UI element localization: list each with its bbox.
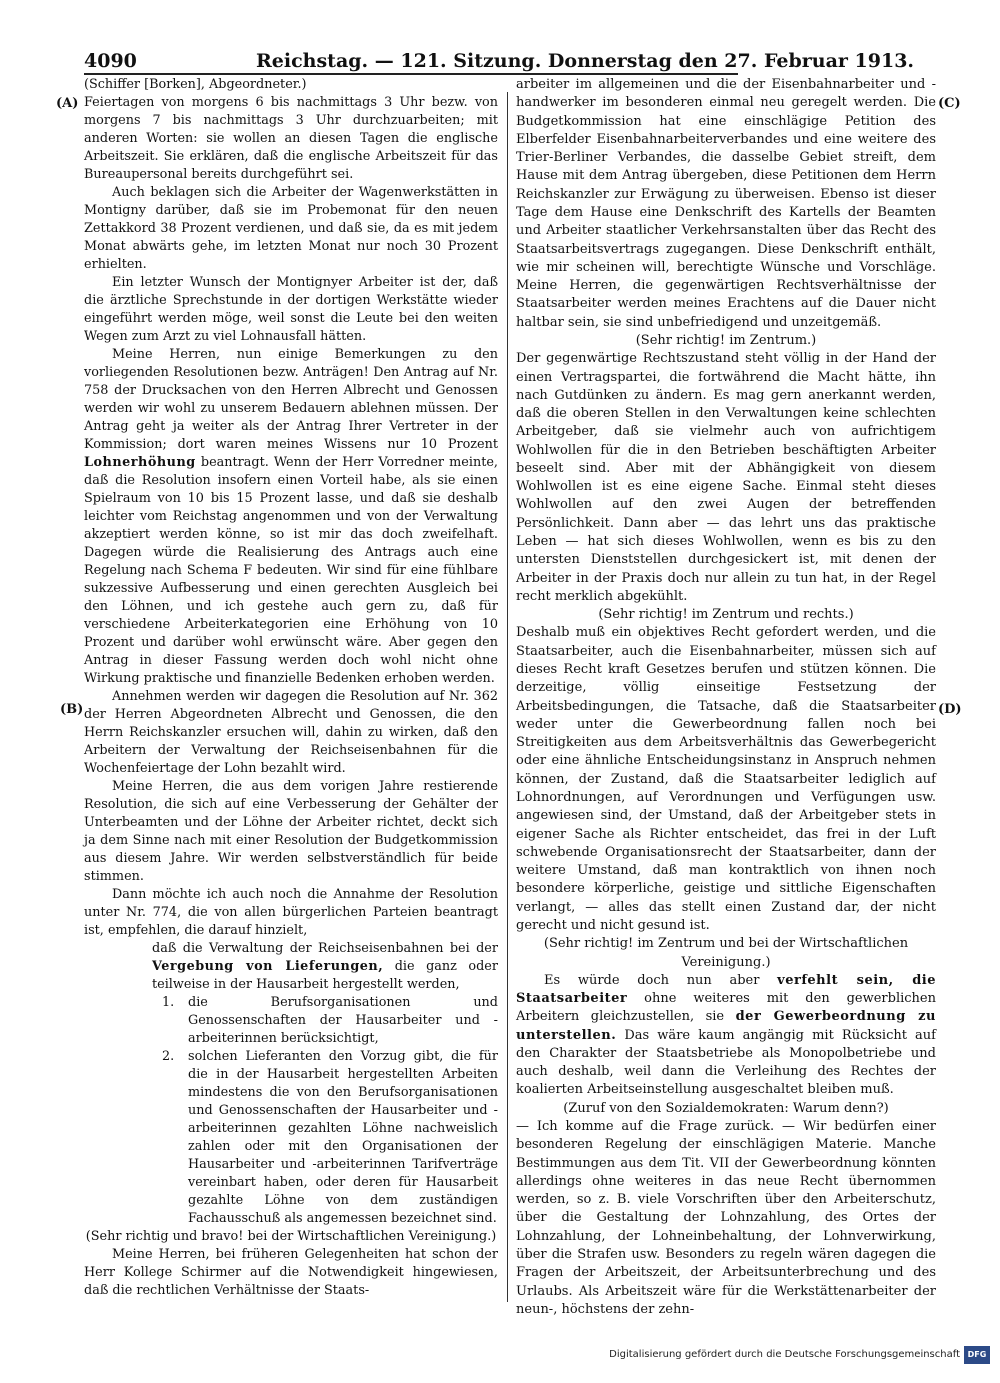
list-number: 1. (162, 995, 175, 1010)
paragraph: Meine Herren, die aus dem vorigen Jahre restierende Resolution, die sich auf eine Verbesserung der Gehälter der Unterbeamten und der Löhne der Arbeiter richtet, deckt sich ja dem Sinne nach mit einer Resolution der Budgetkommission aus diesem Jahre. Wir werden selbstverständlich für beide stimmen. (84, 779, 498, 884)
list-text: solchen Lieferanten den Vorzug gibt, die für die in der Hausarbeit hergestellten Arbeiten mindestens die von den Berufsorganisationen und Genossenschaften der Hausarbeiter und -arbeiterinnen gezahlten Löhne nachweislich zahlen oder mit den Organisationen der Hausarbeiter und -arbeiterinnen Tarifverträge vereinbart haben, oder deren für Hausarbeit gezahlte Löhne von dem zuständigen Fachausschuß als angemessen bezeichnet sind. (188, 1049, 498, 1226)
text-run: die ganz oder teilweise in der Hausarbeit hergestellt werden, (152, 959, 498, 992)
paragraph: Deshalb muß ein objektives Recht gefordert werden, und die Staatsarbeiter, auch die Eisenbahnarbeiter, müssen sich auf dieses Recht kraft Gesetzes berufen und stützen können. Die derzeitige, völlig einseitige Festsetzung der Arbeitsbedingungen, die Tatsache, daß die Staatsarbeiter weder unter die Gewerbeordnung fallen noch bei Streitigkeiten aus dem Arbeitsverhältnis das Gewerbegericht oder eine ähnliche Entscheidungsinstanz in Anspruch nehmen können, der Zustand, daß die Staatsarbeiter lediglich auf Lohnordnungen, auf Verordnungen und Verfügungen usw. angewiesen sind, der Umstand, daß der Arbeitgeber stets in eigener Sache als Richter entscheidet, das frei in der Luft schwebende Organisationsrecht der Staatsarbeiter, dann der weitere Umstand, daß man kontraktlich von ihnen noch besondere körperliche, geistige und sittliche Eigenschaften verlangt, — alles das stellt einen Zustand dar, der nicht gerecht und nicht gesund ist. (516, 625, 936, 933)
margin-marker-c: (C) (938, 96, 961, 111)
left-column (84, 76, 498, 1300)
footer (609, 1346, 990, 1366)
text-run: beantragt. Wenn der Herr Vorredner meinte, daß die Resolution insofern einen Vorteil habe, als sie einen Spielraum von 10 bis 15 Prozent lasse, und daß sie deshalb leichter vom Reichstag angenommen und von der Verwaltung akzeptiert werden könne, so ist mir das doch zweifelhaft. Dagegen würde die Realisierung des Antrags auch eine Regelung nach Schema F bedeuten. Wir sind für eine fühlbare sukzessive Aufbesserung und einen gerechten Ausgleich bei den Löhnen, und ich gestehe auch gern zu, daß für verschiedene Arbeiterkategorien eine Erhöhung von 10 Prozent und darüber wohl erwünscht wäre. Aber gegen den Antrag in dieser Fassung werden doch wohl nicht ohne Wirkung praktische und finanzielle Bedenken erhoben werden. (84, 455, 498, 686)
margin-marker-a: (A) (56, 96, 79, 111)
list-text: die Berufsorganisationen und Genossenschaften der Hausarbeiter und -arbeiterinnen berücksichtigt, (188, 995, 498, 1046)
paragraph: arbeiter im allgemeinen und die der Eisenbahnarbeiter und -handwerker im besonderen einmal neu geregelt werden. Die Budgetkommission hat eine einschlägige Petition des Elberfelder Eisenbahnarbeiterverbandes und eine weitere des Trier-Berliner Verbandes, die dasselbe Gebiet streift, dem Hause mit dem Antrag übergeben, diese Petitionen dem Herrn Reichskanzler zur Erwägung zu überweisen. Ebenso ist dieser Tage dem Hause eine Denkschrift des Kartells der Beamten und Arbeiter staatlicher Verkehrsanstalten über das Recht des Staatsarbeitsvertrags zugegangen. Diese Denkschrift enthält, wie mir scheinen will, berechtigte Wünsche und Vorschläge. Meine Herren, die gegenwärtigen Rechtsverhältnisse der Staatsarbeiter werden meines Erachtens auf die Dauer nicht haltbar sein, sie sind unbefriedigend und unzeitgemäß. (516, 77, 936, 330)
page-header (84, 44, 915, 74)
paragraph: Der gegenwärtige Rechtszustand steht völlig in der Hand der einen Vertragspartei, die fortwährend die Macht hätte, ihn nach Gutdünken zu ändern. Es mag gern anerkannt werden, daß die oberen Stellen in den Verwaltungen keine schlechten Arbeitgeber, daß sie vielmehr auch von aufrichtigem Wohlwollen für die in den Betrieben beschäftigten Arbeiter beseelt sind. Aber mit der Abhängigkeit von diesem Wohlwollen ist es eine eigene Sache. Einmal steht dieses Wohlwollen auf den zwei Augen der betreffenden Persönlichkeit. Dann aber — das lehrt uns das praktische Leben — hat sich dieses Wohlwollen, wenn es bis zu den untersten Dienststellen durchgesickert ist, mit denen der Arbeiter in der Praxis doch nur allein zu tun hat, in der Regel recht merklich abgekühlt. (516, 351, 936, 604)
interjection: (Sehr richtig und bravo! bei der Wirtschaftlichen Vereinigung.) (85, 1229, 497, 1244)
column-divider (507, 92, 508, 1302)
quoted-resolution (84, 940, 498, 994)
text-run: daß die Verwaltung der Reichseisenbahnen bei der (152, 941, 498, 956)
interjection: (Sehr richtig! im Zentrum.) (635, 332, 817, 348)
interjection: (Sehr richtig! im Zentrum und bei der Wirtschaftlichen Vereinigung.) (543, 936, 909, 970)
emphasis: verfehlt sein, die Staatsarbeiter (516, 972, 936, 1007)
paragraph: — Ich komme auf die Frage zurück. — Wir bedürfen einer besonderen Regelung der einschlägigen Materie. Manche Bestimmungen aus dem Tit. VII der Gewerbeordnung könnten allerdings ohne weiteres in das neue Recht übernommen werden, so z. B. viele Vorschriften über den Arbeiterschutz, über die Gestaltung der Lohnzahlung, des Ortes der Lohnzahlung, der Lohneinbehaltung, der Lohnverwirkung, über die Strafen usw. Besonders zu regeln wären dagegen die Fragen der Arbeitszeit, der Arbeitsunterbrechung und des Urlaubs. Als Arbeitszeit wäre für die Werkstättenarbeiter der neun-, höchstens der zehn- (516, 1119, 936, 1317)
paragraph: Annehmen werden wir dagegen die Resolution auf Nr. 362 der Herren Abgeordneten Albrecht und Genossen, die den Herrn Reichskanzler ersuchen will, dahin zu wirken, daß den Arbeitern der Verwaltung der Reichseisenbahnen für die Wochenfeiertage der Lohn bezahlt wird. (84, 689, 498, 776)
right-column (516, 76, 936, 1319)
emphasis: der Gewerbeordnung zu unterstellen. (516, 1009, 937, 1043)
list-item (162, 1048, 498, 1228)
emphasis: Vergebung von Lieferungen, (152, 959, 384, 974)
text-run: Es würde doch nun aber (544, 972, 760, 988)
paragraph: Dann möchte ich auch noch die Annahme der Resolution unter Nr. 774, die von allen bürgerlichen Parteien beantragt ist, empfehlen, die darauf hinzielt, (84, 887, 498, 938)
text-run: Meine Herren, nun einige Bemerkungen zu den vorliegenden Resolutionen bezw. Anträgen! Den Antrag auf Nr. 758 der Drucksachen von den Herren Albrecht und Genossen werden wir wohl zu unserem Bedauern ablehnen müssen. Der Antrag geht ja weiter als der Antrag Ihrer Vertreter in der Kommission; dort waren meines Wissens nur 10 Prozent (84, 347, 498, 452)
emphasis: Lohnerhöhung (84, 455, 196, 470)
list-number: 2. (162, 1049, 175, 1064)
paragraph: Feiertagen von morgens 6 bis nachmittags 3 Uhr bezw. von morgens 7 bis nachmittags 3 Uhr durchzuarbeiten; mit anderen Worten: sie wollen an diesen Tagen die englische Arbeitszeit. Sie erklären, daß die englische Arbeitszeit für das Bureaupersonal bereits durchgeführt sei. (84, 95, 498, 182)
paragraph (516, 972, 936, 1100)
list-item (162, 994, 498, 1048)
footer-credit: Digitalisierung gefördert durch die Deutsche Forschungsgemeinschaft (609, 1349, 960, 1360)
paragraph (84, 346, 498, 688)
paragraph: Ein letzter Wunsch der Montignyer Arbeiter ist der, daß die ärztliche Sprechstunde in der dortigen Werkstätte wieder eingeführt werden möge, weil sonst die Leute bei den weiten Wegen zum Arzt zu viel Lohnausfall hätten. (84, 275, 498, 344)
paragraph: Meine Herren, bei früheren Gelegenheiten hat schon der Herr Kollege Schirmer auf die Notwendigkeit hingewiesen, daß die rechtlichen Verhältnisse der Staats- (84, 1247, 498, 1298)
resolution-list (84, 994, 498, 1228)
header-rule (84, 73, 738, 75)
page-number: 4090 (84, 50, 137, 72)
interjection: (Zuruf von den Sozialdemokraten: Warum denn?) (563, 1100, 889, 1116)
speaker-line: (Schiffer [Borken], Abgeordneter.) (84, 77, 307, 92)
interjection: (Sehr richtig! im Zentrum und rechts.) (598, 607, 854, 623)
text-run: ohne weiteres mit den gewerblichen Arbeitern gleichzustellen, sie (516, 991, 936, 1025)
margin-marker-d: (D) (938, 702, 962, 717)
margin-marker-b: (B) (60, 702, 84, 717)
running-title: Reichstag. — 121. Sitzung. Donnerstag den 27. Februar 1913. (256, 50, 915, 72)
dfg-logo-icon: DFG (964, 1346, 990, 1364)
paragraph: Auch beklagen sich die Arbeiter der Wagenwerkstätten in Montigny darüber, daß sie im Probemonat für den neuen Zettakkord 38 Prozent verdienen, und daß sie, da es mit jedem Monat abwärts gehe, im letzten Monat nur noch 30 Prozent erhielten. (84, 185, 498, 272)
text-run: Das wäre kaum angängig mit Rücksicht auf den Charakter der Staatsbetriebe als Monopolbetriebe und auch deshalb, weil dann die Verleihung des Rechtes der koalierten Arbeitseinstellung ausgeschaltet bleiben muß. (516, 1027, 936, 1098)
